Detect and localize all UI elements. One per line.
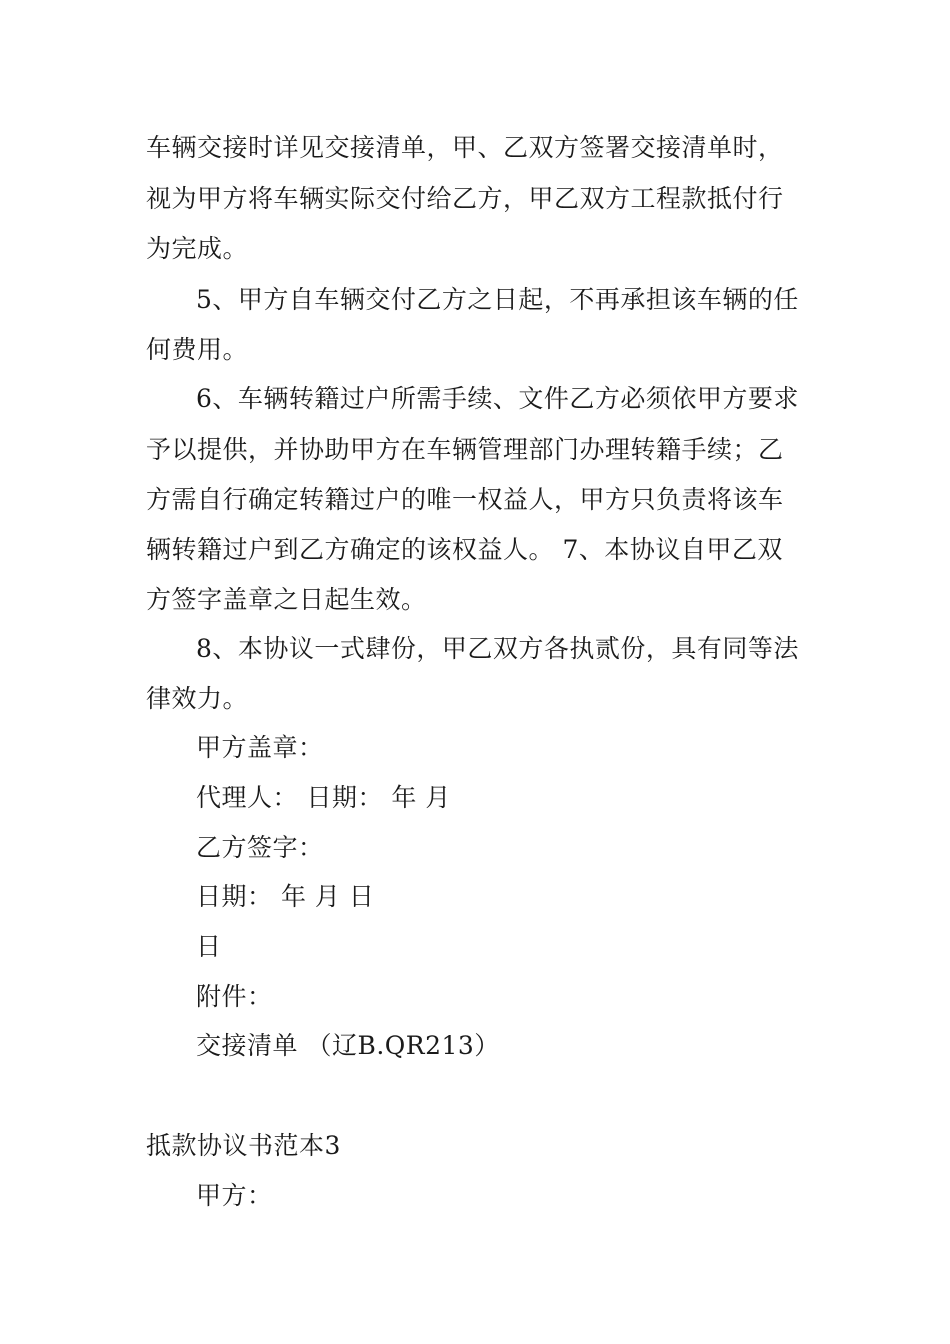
paragraph-line: 何费用。	[146, 335, 249, 364]
paragraph-line: 6、车辆转籍过户所需手续、文件乙方必须依甲方要求	[196, 384, 799, 413]
section-title: 抵款协议书范本3	[146, 1131, 341, 1160]
paragraph-line: 视为甲方将车辆实际交付给乙方，甲乙双方工程款抵付行	[146, 184, 784, 213]
paragraph-line: 5、甲方自车辆交付乙方之日起，不再承担该车辆的任	[196, 285, 799, 314]
paragraph-line: 8、本协议一式肆份，甲乙双方各执贰份，具有同等法	[196, 634, 799, 663]
attachment-item: 交接清单 （辽B.QR213）	[196, 1031, 500, 1060]
paragraph-line: 车辆交接时详见交接清单，甲、乙双方签署交接清单时，	[146, 133, 784, 162]
party-a-label: 甲方：	[196, 1181, 273, 1210]
attachment-label: 附件：	[196, 982, 273, 1011]
party-b-sign-label: 乙方签字：	[196, 833, 324, 862]
paragraph-line: 为完成。	[146, 234, 249, 263]
paragraph-line: 予以提供，并协助甲方在车辆管理部门办理转籍手续；乙	[146, 435, 784, 464]
paragraph-line: 律效力。	[146, 684, 249, 713]
paragraph-line: 辆转籍过户到乙方确定的该权益人。 7、本协议自甲乙双	[146, 535, 783, 564]
agent-date-line: 代理人： 日期： 年 月	[196, 783, 451, 812]
paragraph-line: 方需自行确定转籍过户的唯一权益人，甲方只负责将该车	[146, 485, 784, 514]
date-line: 日期： 年 月 日	[196, 882, 375, 911]
day-line: 日	[196, 932, 222, 961]
paragraph-line: 方签字盖章之日起生效。	[146, 585, 427, 614]
party-a-seal-label: 甲方盖章：	[196, 733, 324, 762]
